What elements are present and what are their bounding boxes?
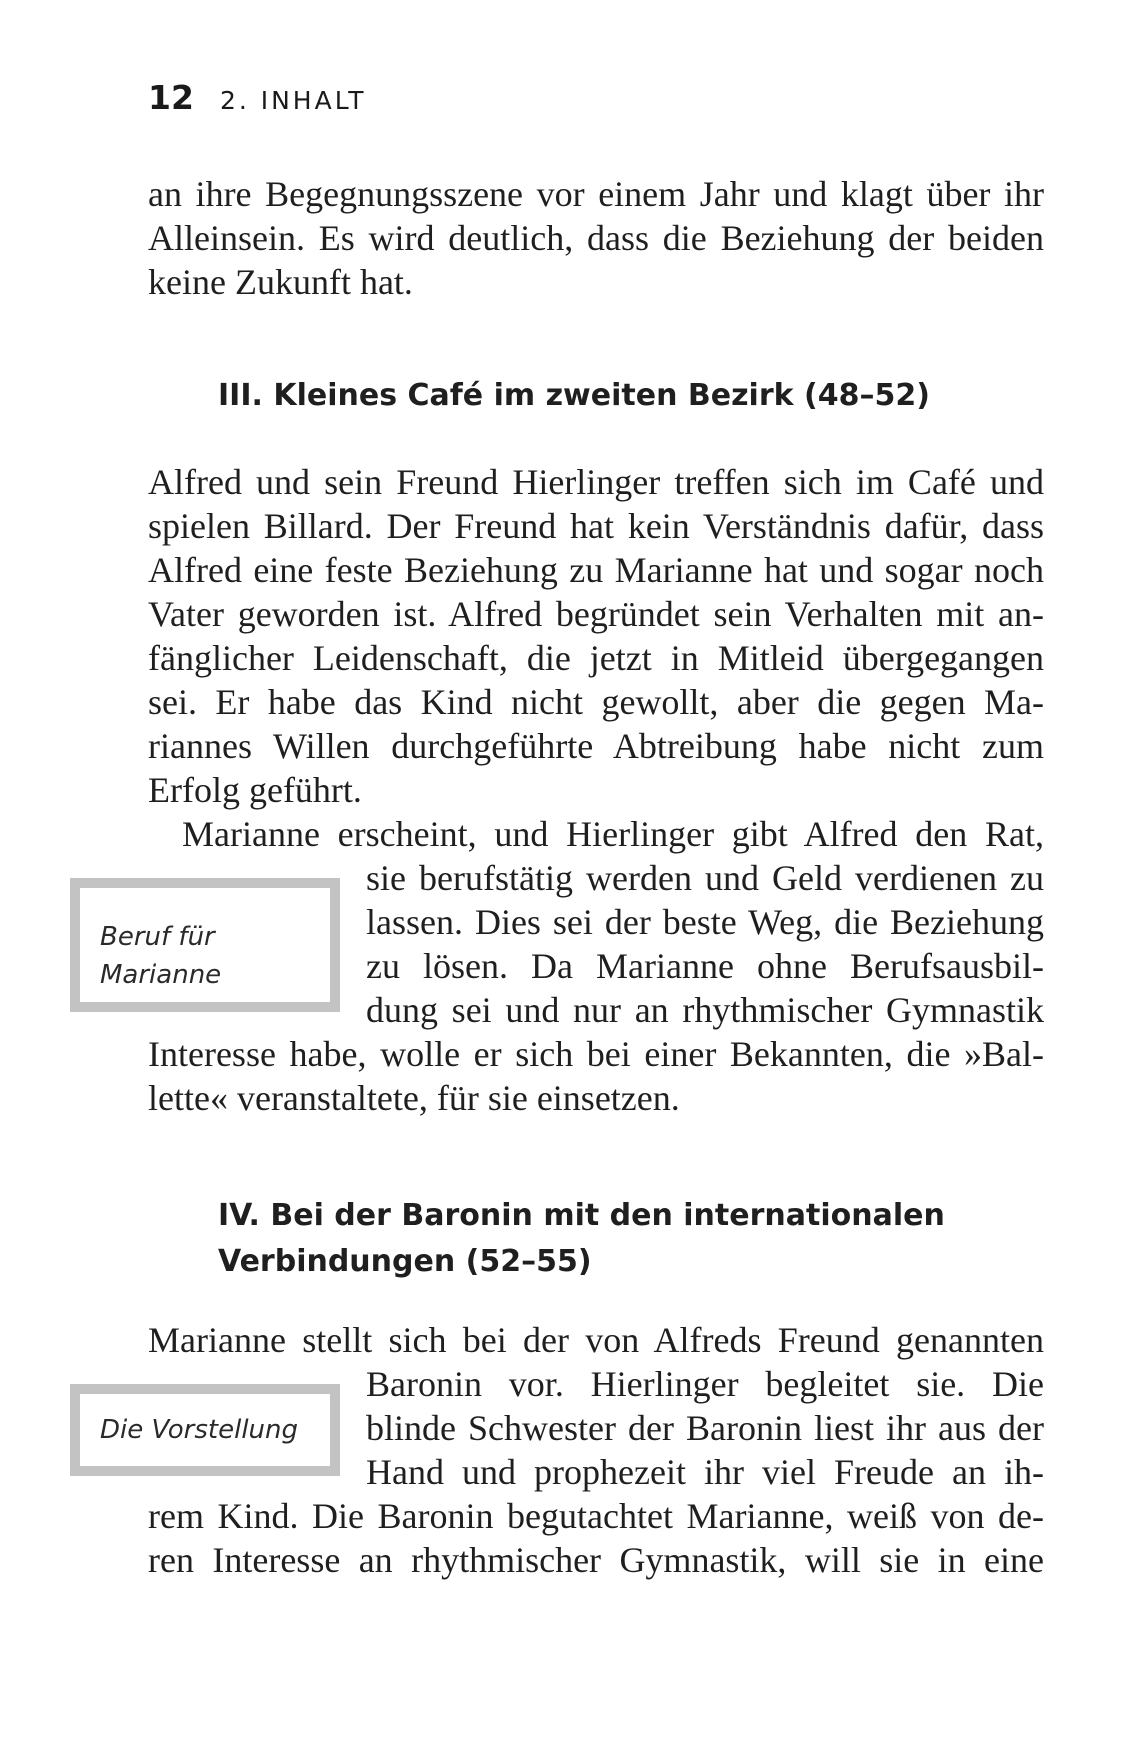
text-line: Vater geworden ist. Alfred begründet sein Verhalten mit an- — [148, 594, 1044, 634]
text-line: keine Zukunft hat. — [148, 262, 413, 302]
text-line: Interesse habe, wolle er sich bei einer Bekannten, die »Bal- — [148, 1034, 1044, 1074]
text-line: ren Interesse an rhythmischer Gymnastik, will sie in eine — [148, 1540, 1044, 1580]
text-line: zu lösen. Da Marianne ohne Berufsausbil- — [366, 946, 1044, 986]
text-line: dung sei und nur an rhythmischer Gymnastik — [366, 990, 1044, 1030]
margin-note-text: Marianne — [100, 960, 222, 990]
text-line: Marianne stellt sich bei der von Alfreds Freund genannten — [148, 1320, 1044, 1360]
text-line: lette« veranstaltete, für sie einsetzen. — [148, 1078, 680, 1118]
section-heading-3: III. Kleines Café im zweiten Bezirk (48–52) — [218, 378, 930, 413]
text-line: Alfred eine feste Beziehung zu Marianne hat und sogar noch — [148, 550, 1044, 590]
chapter-title: 2. INHALT — [219, 86, 367, 115]
text-line: lassen. Dies sei der beste Weg, die Beziehung — [366, 902, 1044, 942]
heading-line: IV. Bei der Baronin mit den internationalen — [218, 1198, 945, 1233]
running-header — [148, 78, 366, 117]
text-line: blinde Schwester der Baronin liest ihr aus der — [366, 1408, 1044, 1448]
text-line: Alleinsein. Es wird deutlich, dass die Beziehung der beiden — [148, 218, 1044, 258]
text-line: spielen Billard. Der Freund hat kein Verständnis dafür, dass — [148, 506, 1044, 546]
text-line: fänglicher Leidenschaft, die jetzt in Mitleid übergegangen — [148, 638, 1044, 678]
margin-note-text: Die Vorstellung — [100, 1415, 299, 1445]
page-number: 12 — [148, 78, 194, 117]
text-line: sei. Er habe das Kind nicht gewollt, aber die gegen Ma- — [148, 682, 1044, 722]
margin-note-beruf — [70, 878, 340, 1012]
text-line: riannes Willen durchgeführte Abtreibung habe nicht zum — [148, 726, 1044, 766]
text-line: rem Kind. Die Baronin begutachtet Marianne, weiß von de- — [148, 1496, 1044, 1536]
text-line: Baronin vor. Hierlinger begleitet sie. Die — [366, 1364, 1044, 1404]
text-line: an ihre Begegnungsszene vor einem Jahr und klagt über ihr — [148, 174, 1044, 214]
text-line: sie berufstätig werden und Geld verdienen zu — [366, 858, 1044, 898]
text-line: Erfolg geführt. — [148, 770, 362, 810]
text-line: Marianne erscheint, und Hierlinger gibt Alfred den Rat, — [182, 814, 1044, 854]
margin-note-text: Beruf für — [100, 922, 215, 952]
section-heading-4 — [218, 1193, 945, 1285]
margin-note-vorstellung — [70, 1384, 340, 1476]
text-line: Hand und prophezeit ihr viel Freude an ih- — [366, 1452, 1044, 1492]
heading-line: Verbindungen (52–55) — [218, 1244, 592, 1279]
text-line: Alfred und sein Freund Hierlinger treffen sich im Café und — [148, 462, 1044, 502]
